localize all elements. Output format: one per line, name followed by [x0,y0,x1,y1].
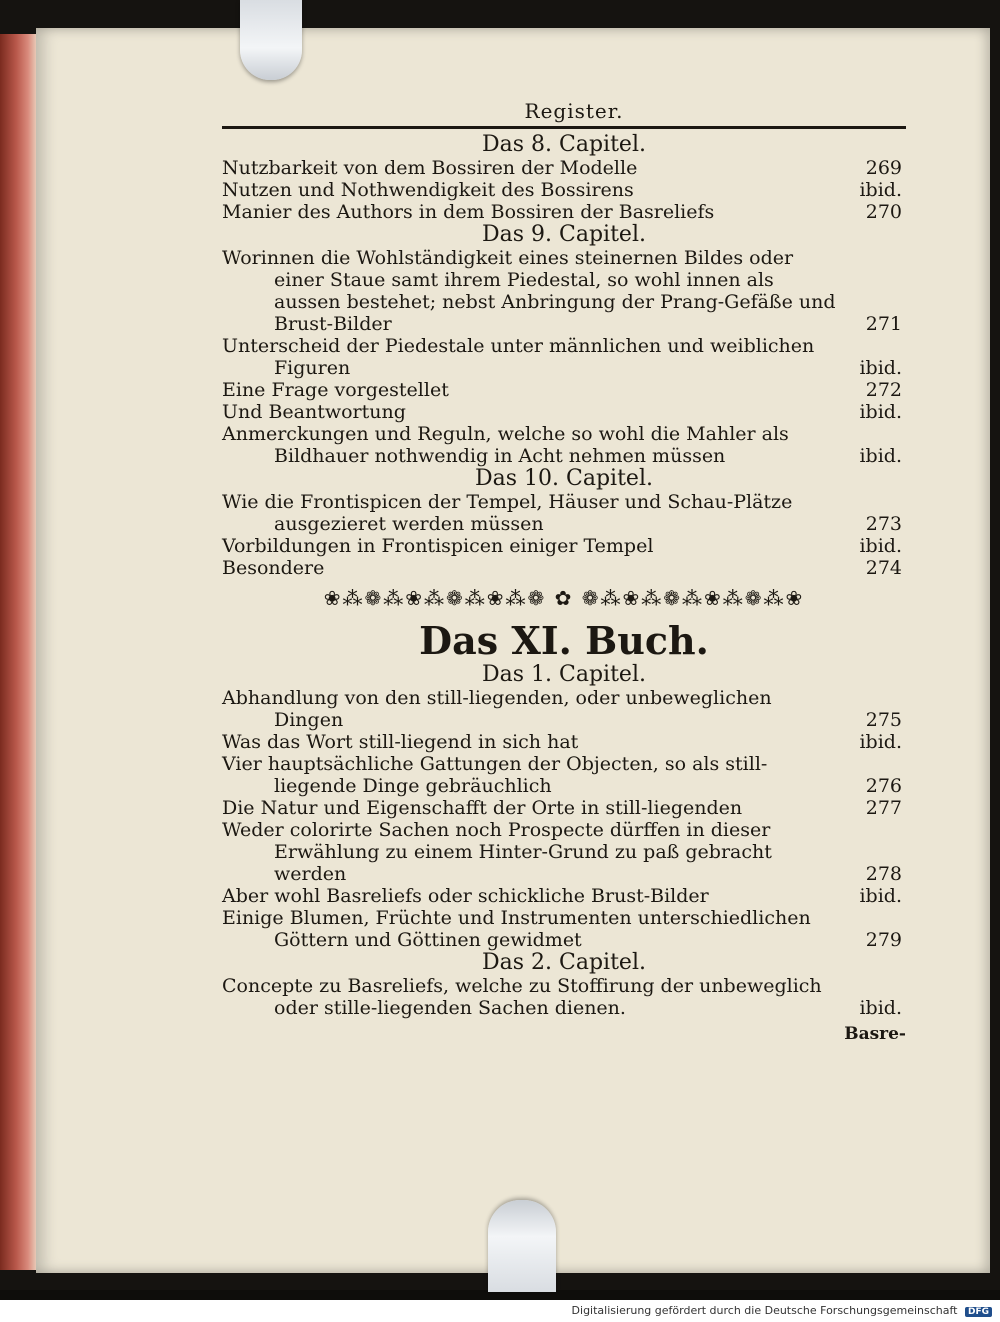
catchword: Basre- [844,1024,906,1044]
entry-page: ibid. [859,535,902,557]
register-entry [222,557,906,579]
register-entry [222,797,906,819]
chapter-heading: Das 1. Capitel. [482,662,646,687]
chapter-heading: Das 10. Capitel. [475,466,653,491]
ornament-divider: ❀⁂❁⁂❀⁂❁⁂❀⁂❁ ✿ ❁⁂❀⁂❁⁂❀⁂❁⁂❀ [323,587,805,609]
register-entry [222,179,906,201]
register-entry [222,201,906,223]
entry-page: 273 [865,513,902,535]
chapter-heading: Das 9. Capitel. [482,222,646,247]
register-entry [222,907,906,951]
entry-page: 276 [865,775,902,797]
footer-credit [572,1304,992,1317]
entry-text: Concepte zu Basreliefs, welche zu Stoffirung der unbeweglich oder stille-liegenden Sachen dienen. [222,975,822,1019]
entry-page: ibid. [859,179,902,201]
register-entry [222,401,906,423]
entry-text: Was das Wort still-liegend in sich hat [222,731,579,753]
entry-text: Die Natur und Eigenschafft der Orte in still-liegenden [222,797,743,819]
entry-text: Worinnen die Wohlständigkeit eines steinernen Bildes oder einer Staue samt ihrem Piedestal, so wohl innen als aussen bestehet; nebst Anbringung der Prang-Gefäße und Brust-Bilder [222,247,836,335]
register-entry [222,335,906,379]
register-entry [222,379,906,401]
register-entry [222,885,906,907]
header-rule [222,126,906,129]
dfg-logo: DFG [965,1307,992,1317]
register-text [222,98,906,1045]
footer-credit-text: Digitalisierung gefördert durch die Deutsche Forschungsgemeinschaft [571,1304,958,1317]
register-entry [222,491,906,535]
register-entry [222,819,906,885]
entry-text: Abhandlung von den still-liegenden, oder unbeweglichen Dingen [222,687,772,731]
running-head: Register. [524,99,624,123]
entry-page: ibid. [859,731,902,753]
entry-page: ibid. [859,357,902,379]
entry-text: Aber wohl Basreliefs oder schickliche Brust-Bilder [222,885,709,907]
register-entry [222,687,906,731]
register-entry [222,247,906,335]
entry-page: ibid. [859,997,902,1019]
entry-page: ibid. [859,401,902,423]
book-clip-bottom [488,1200,556,1292]
book-clip-top [240,0,302,80]
chapter-heading: Das 2. Capitel. [482,950,646,975]
entry-text: Und Beantwortung [222,401,406,423]
entry-text: Besondere [222,557,325,579]
entry-text: Manier des Authors in dem Bossiren der Basreliefs [222,201,715,223]
chapter-heading: Das 8. Capitel. [482,132,646,157]
entry-text: Nutzbarkeit von dem Bossiren der Modelle [222,157,638,179]
entry-page: 271 [865,313,902,335]
register-entry [222,535,906,557]
entry-page: 270 [865,201,902,223]
entry-page: 275 [865,709,902,731]
register-entry [222,753,906,797]
entry-text: Unterscheid der Piedestale unter männlichen und weiblichen Figuren [222,335,815,379]
entry-page: 269 [865,157,902,179]
register-entry [222,157,906,179]
entry-page: 278 [865,863,902,885]
entry-page: ibid. [859,885,902,907]
entry-text: Eine Frage vorgestellet [222,379,449,401]
entry-page: 279 [865,929,902,951]
entry-page: 274 [865,557,902,579]
entry-text: Weder colorirte Sachen noch Prospecte dürffen in dieser Erwählung zu einem Hinter-Grund zu paß gebracht werden [222,819,772,885]
entry-text: Vorbildungen in Frontispicen einiger Tempel [222,535,654,557]
entry-text: Wie die Frontispicen der Tempel, Häuser und Schau-Plätze ausgezieret werden müssen [222,491,793,535]
entry-text: Nutzen und Nothwendigkeit des Bossirens [222,179,634,201]
entry-text: Vier hauptsächliche Gattungen der Objecten, so als still-liegende Dinge gebräuchlich [222,753,768,797]
entry-page: ibid. [859,445,902,467]
register-entry [222,975,906,1019]
entry-page: 272 [865,379,902,401]
entry-page: 277 [865,797,902,819]
register-entry [222,731,906,753]
entry-text: Anmerckungen und Reguln, welche so wohl die Mahler als Bildhauer nothwendig in Acht nehmen müssen [222,423,789,467]
page-edge [0,34,40,1270]
book-title: Das XI. Buch. [419,618,709,663]
register-entry [222,423,906,467]
entry-text: Einige Blumen, Früchte und Instrumenten unterschiedlichen Göttern und Göttinen gewidmet [222,907,811,951]
